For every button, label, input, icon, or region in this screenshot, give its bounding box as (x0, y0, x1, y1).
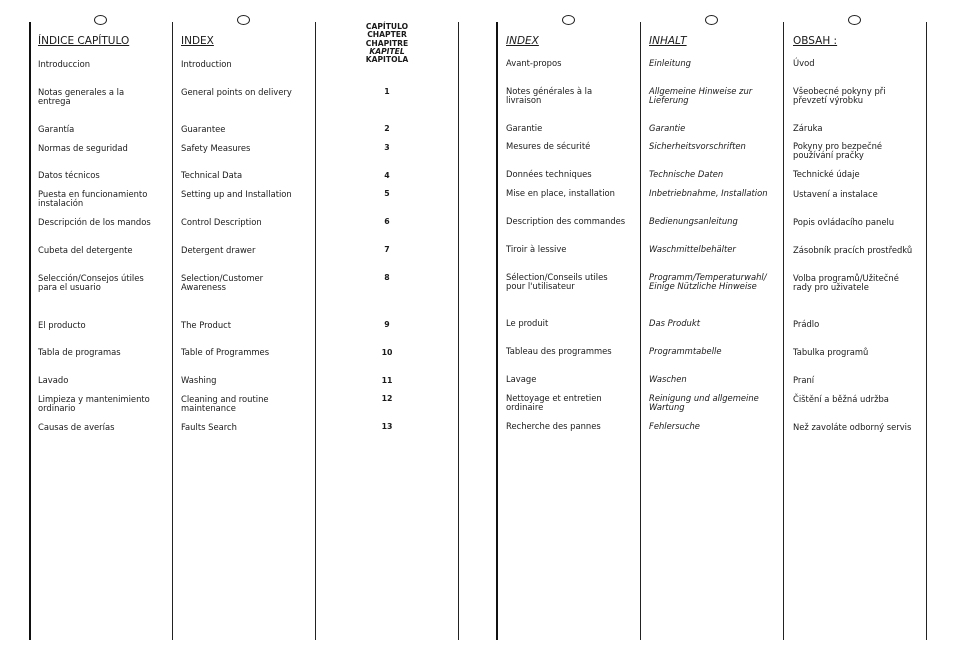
toc-entry-cz: Technické údaje (793, 169, 860, 179)
toc-entry-en: Guarantee (181, 124, 226, 134)
heading-de: INHALT (649, 35, 687, 47)
chapter-number: 9 (384, 320, 390, 329)
column-rule (926, 22, 927, 640)
toc-entry-de: Allgemeine Hinweise zur Lieferung (649, 86, 753, 105)
toc-entry-de: Bedienungsanleitung (649, 216, 738, 226)
column-rule (783, 22, 784, 640)
toc-entry-cz: Než zavoláte odborný servis (793, 422, 912, 432)
chapter-number: 11 (381, 376, 393, 385)
left-margin-rule (29, 22, 31, 640)
chapter-header-de: KAPITEL (369, 46, 405, 56)
toc-entry-es: Datos técnicos (38, 170, 100, 180)
chapter-header-cz: KAPITOLA (365, 55, 409, 65)
binder-hole (848, 15, 861, 25)
center-fold-rule (496, 22, 498, 640)
toc-entry-en: Detergent drawer (181, 245, 256, 255)
toc-entry-en: Setting up and Installation (181, 189, 292, 199)
toc-entry-cz: Tabulka programů (793, 347, 869, 357)
toc-entry-cz: Záruka (793, 123, 823, 133)
binder-hole (94, 15, 107, 25)
chapter-number: 7 (384, 245, 390, 254)
heading-cz: OBSAH : (793, 35, 838, 47)
toc-entry-de: Programm/Temperaturwahl/ Einige Nützliche Hinweise (649, 272, 767, 291)
toc-entry-de: Programmtabelle (649, 346, 722, 356)
toc-entry-cz: Pokyny pro bezpečné používání pračky (793, 141, 883, 160)
toc-entry-de: Garantie (649, 123, 686, 133)
toc-entry-en: Technical Data (181, 170, 243, 180)
toc-entry-fr: Recherche des pannes (506, 421, 601, 431)
toc-entry-cz: Všeobecné pokyny při převzetí výrobku (793, 86, 886, 105)
toc-entry-en: Washing (181, 375, 217, 385)
chapter-number: 13 (381, 422, 393, 431)
toc-entry-fr: Sélection/Conseils utiles pour l'utilisateur (506, 272, 608, 291)
toc-entry-es: Puesta en funcionamiento instalación (38, 189, 148, 208)
toc-entry-de: Das Produkt (649, 318, 700, 328)
toc-entry-de: Inbetriebnahme, Installation (649, 188, 768, 198)
toc-entry-fr: Mesures de sécurité (506, 141, 591, 151)
chapter-header-es: CAPÍTULO (365, 22, 409, 31)
toc-entry-en: Selection/Customer Awareness (181, 273, 264, 292)
chapter-number: 1 (384, 87, 390, 96)
toc-entry-cz: Popis ovládacího panelu (793, 217, 895, 227)
chapter-number: 2 (384, 124, 390, 133)
toc-entry-cz: Prádlo (793, 319, 820, 329)
toc-entry-en: General points on delivery (181, 87, 292, 97)
toc-entry-cz: Zásobník pracích prostředků (793, 245, 913, 255)
toc-entry-es: Descripción de los mandos (38, 217, 151, 227)
column-rule (458, 22, 459, 640)
chapter-number: 4 (384, 171, 390, 180)
chapter-number: 3 (384, 143, 390, 152)
heading-es: ÍNDICE CAPÍTULO (38, 35, 130, 47)
binder-hole (562, 15, 575, 25)
toc-entry-fr: Garantie (506, 123, 543, 133)
toc-entry-de: Reinigung und allgemeine Wartung (649, 393, 759, 412)
column-rule (172, 22, 173, 640)
toc-entry-fr: Données techniques (506, 169, 592, 179)
toc-entry-en: Control Description (181, 217, 262, 227)
toc-entry-de: Einleitung (649, 58, 691, 68)
toc-entry-es: El producto (38, 320, 86, 330)
toc-entry-es: Normas de seguridad (38, 143, 128, 153)
chapter-header-fr: CHAPITRE (365, 38, 409, 48)
toc-entry-fr: Mise en place, installation (506, 188, 615, 198)
binder-hole (705, 15, 718, 25)
heading-fr: INDEX (506, 35, 539, 47)
toc-entry-es: Notas generales a la entrega (38, 87, 125, 106)
toc-entry-fr: Le produit (506, 318, 549, 328)
toc-entry-cz: Praní (793, 375, 815, 385)
toc-entry-en: Table of Programmes (181, 347, 270, 357)
toc-entry-en: Faults Search (181, 422, 237, 432)
chapter-number: 12 (381, 394, 393, 403)
toc-entry-fr: Description des commandes (506, 216, 626, 226)
toc-entry-en: Introduction (181, 59, 232, 69)
toc-entry-es: Limpieza y mantenimiento ordinario (38, 394, 150, 413)
chapter-header-en: CHAPTER (367, 30, 407, 40)
toc-entry-cz: Volba programů/Užitečné rady pro uživatele (793, 273, 899, 292)
column-rule (640, 22, 641, 640)
chapter-number: 6 (384, 217, 390, 226)
toc-entry-cz: Čištění a běžná udržba (793, 394, 889, 404)
heading-en: INDEX (181, 35, 214, 47)
toc-entry-en: The Product (181, 320, 232, 330)
toc-entry-fr: Tiroir à lessive (506, 244, 567, 254)
toc-entry-en: Safety Measures (181, 143, 251, 153)
chapter-number: 8 (384, 273, 390, 282)
toc-entry-de: Technische Daten (649, 169, 724, 179)
toc-entry-es: Lavado (38, 375, 69, 385)
toc-entry-fr: Nettoyage et entretien ordinaire (506, 393, 602, 412)
chapter-number: 10 (381, 348, 393, 357)
toc-entry-en: Cleaning and routine maintenance (181, 394, 269, 413)
toc-entry-cz: Ustavení a instalace (793, 189, 878, 199)
toc-entry-es: Cubeta del detergente (38, 245, 133, 255)
chapter-header (352, 23, 422, 64)
toc-entry-fr: Lavage (506, 374, 537, 384)
toc-entry-es: Tabla de programas (38, 347, 121, 357)
toc-entry-de: Fehlersuche (649, 421, 700, 431)
column-rule (315, 22, 316, 640)
toc-entry-de: Waschen (649, 374, 687, 384)
binder-hole (237, 15, 250, 25)
toc-entry-es: Introduccion (38, 59, 91, 69)
toc-entry-es: Causas de averías (38, 422, 115, 432)
toc-entry-cz: Úvod (793, 58, 815, 68)
toc-entry-es: Garantía (38, 124, 75, 134)
toc-entry-de: Waschmittelbehälter (649, 244, 736, 254)
toc-entry-fr: Notes générales à la livraison (506, 86, 593, 105)
chapter-number: 5 (384, 189, 390, 198)
toc-entry-de: Sicherheitsvorschriften (649, 141, 746, 151)
toc-entry-fr: Avant-propos (506, 58, 562, 68)
toc-entry-es: Selección/Consejos útiles para el usuario (38, 273, 144, 292)
toc-entry-fr: Tableau des programmes (506, 346, 612, 356)
